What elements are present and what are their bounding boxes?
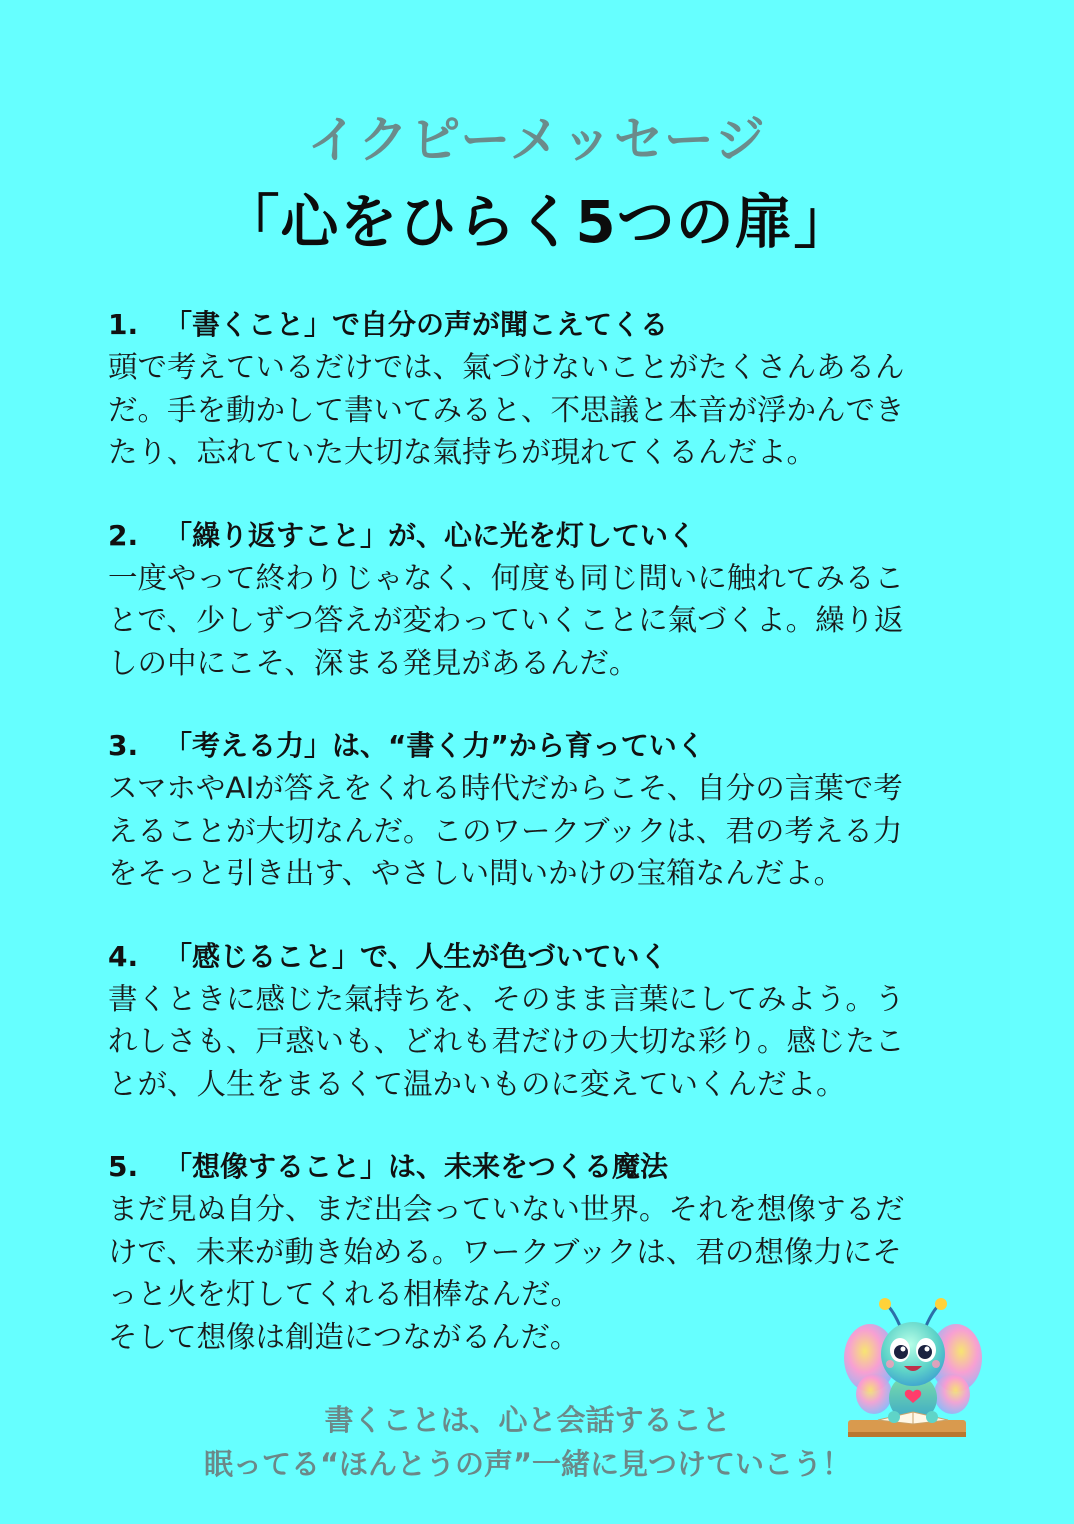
body-line: れしさも、戸惑いも、どれも君だけの大切な彩り。感じたこ <box>108 1024 905 1058</box>
section-number: 4. <box>108 939 139 973</box>
section-heading <box>108 1147 978 1187</box>
section-heading-text: 「感じること」で、人生が色づいていく <box>164 939 668 973</box>
section-number: 3. <box>108 729 139 762</box>
page-subtitle: イクピーメッセージ <box>307 111 767 169</box>
section-body <box>108 978 978 1106</box>
body-line: しの中にこそ、深まる発見があるんだ。 <box>108 645 639 680</box>
section-heading-text: 「考える力」は、“書く力”から育っていく <box>164 729 705 762</box>
body-line: けで、未来が動き始める。ワークブックは、君の想像力にそ <box>108 1234 902 1269</box>
section-2 <box>108 516 978 685</box>
body-line: そして想像は創造につながるんだ。 <box>108 1319 580 1354</box>
body-line: 一度やって終わりじゃなく、何度も同じ問いに触れてみるこ <box>108 560 904 595</box>
footer-line: 書くことは、心と会話すること <box>324 1403 731 1437</box>
section-3 <box>108 726 978 895</box>
footer-line: 眠ってる“ほんとうの声”一緒に見つけていこう！ <box>203 1447 852 1481</box>
section-body <box>108 557 978 685</box>
body-line: スマホやAIが答えをくれる時代だからこそ、自分の言葉で考 <box>108 771 903 805</box>
section-1 <box>108 305 978 474</box>
body-line: 書くときに感じた氣持ちを、そのまま言葉にしてみよう。う <box>108 981 905 1016</box>
body-line: をそっと引き出す、やさしい問いかけの宝箱なんだよ。 <box>108 856 844 890</box>
footer-message <box>0 1398 1055 1486</box>
section-heading <box>108 305 978 345</box>
body-line: まだ見ぬ自分、まだ出会っていない世界。それを想像するだ <box>108 1192 905 1226</box>
section-number: 5. <box>108 1150 139 1183</box>
page-title: 「心をひらく5つの扉」 <box>221 188 853 256</box>
body-line: とで、少しずつ答えが変わっていくことに氣づくよ。繰り返 <box>108 603 904 637</box>
body-line: とが、人生をまるくて温かいものに変えていくんだよ。 <box>108 1066 846 1101</box>
section-heading-text: 「繰り返すこと」が、心に光を灯していく <box>164 518 697 552</box>
section-body <box>108 346 978 474</box>
body-line: 頭で考えているだけでは、氣づけないことがたくさんあるん <box>108 350 905 384</box>
section-heading <box>108 937 978 977</box>
section-body <box>108 767 978 895</box>
body-line: っと火を灯してくれる相棒なんだ。 <box>108 1277 581 1311</box>
section-heading-text: 「書くこと」で自分の声が聞こえてくる <box>164 308 669 341</box>
header <box>0 104 1074 264</box>
section-4 <box>108 937 978 1106</box>
body-line: だ。手を動かして書いてみると、不思議と本音が浮かんでき <box>108 392 905 427</box>
sections-list <box>108 305 978 1400</box>
section-heading-text: 「想像すること」は、未来をつくる魔法 <box>164 1150 669 1183</box>
body-line: たり、忘れていた大切な氣持ちが現れてくるんだよ。 <box>108 435 817 469</box>
body-line: えることが大切なんだ。このワークブックは、君の考える力 <box>108 813 903 848</box>
section-number: 2. <box>108 518 139 552</box>
section-number: 1. <box>108 308 139 341</box>
section-heading <box>108 516 978 556</box>
section-heading <box>108 726 978 766</box>
